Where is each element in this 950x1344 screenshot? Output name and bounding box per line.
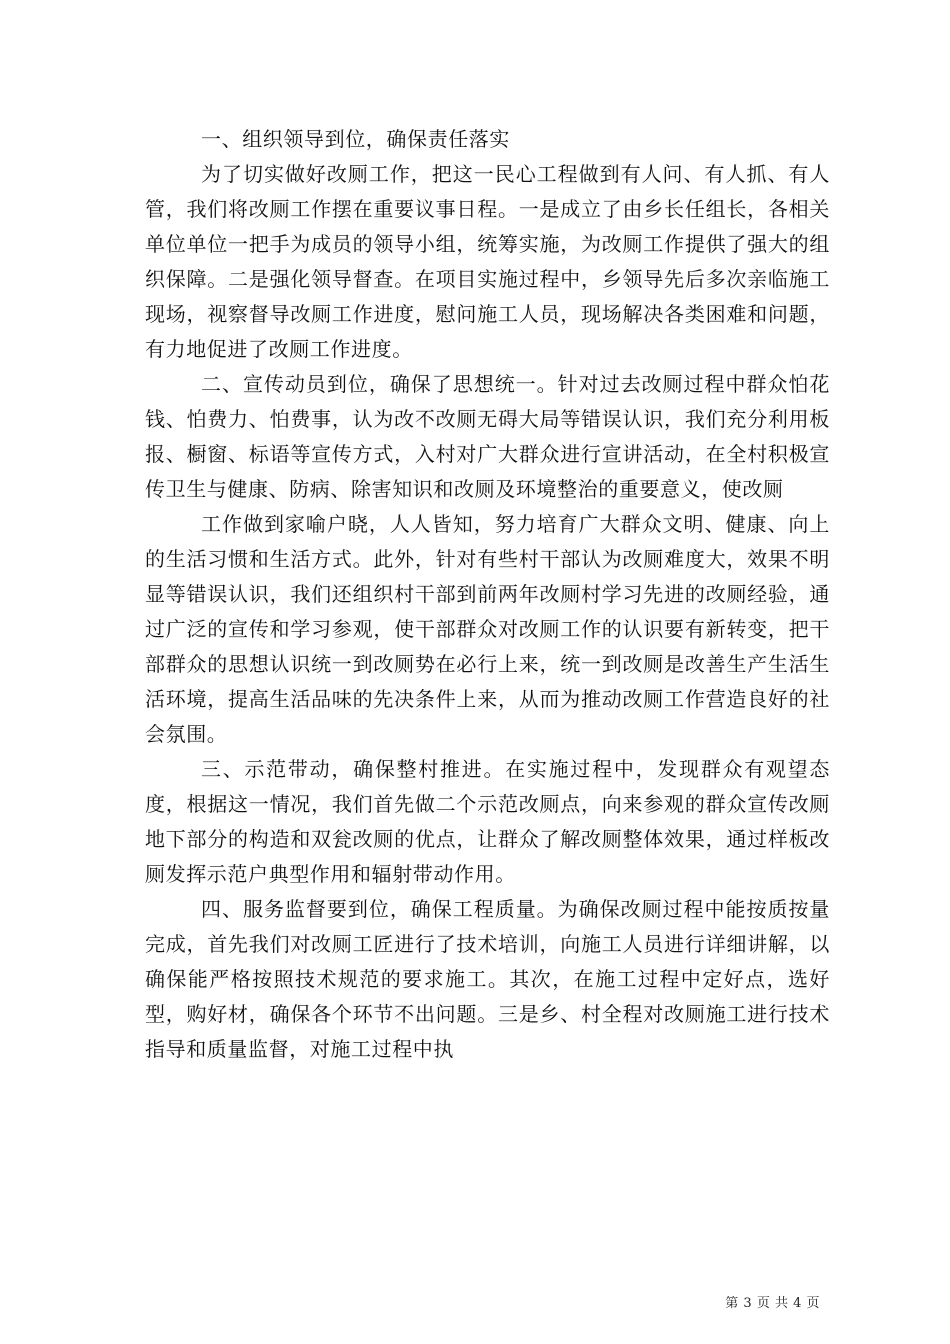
paragraph-supervision: 四、服务监督要到位，确保工程质量。为确保改厕过程中能按质按量完成，首先我们对改厕工匠进行了技术培训，向施工人员进行详细讲解，以确保能严格按照技术规范的要求施工。其次，在施工过程中定好点，选好型，购好材，确保各个环节不出问题。三是乡、村全程对改厕施工进行技术指导和质量监督，对施工过程中执 (145, 897, 830, 1061)
section-heading: 一、组织领导到位，确保责任落实 (201, 127, 510, 151)
document-body (145, 122, 830, 1067)
paragraph-publicity-continued: 工作做到家喻户晓，人人皆知，努力培育广大群众文明、健康、向上的生活习惯和生活方式。此外，针对有些村干部认为改厕难度大，效果不明显等错误认识，我们还组织村干部到前两年改厕村学习先进的改厕经验，通过广泛的宣传和学习参观，使干部群众对改厕工作的认识要有新转变，把干部群众的思想认识统一到改厕势在必行上来，统一到改厕是改善生产生活生活环境，提高生活品味的先决条件上来，从而为推动改厕工作营造良好的社会氛围。 (145, 512, 830, 746)
paragraph-organization: 为了切实做好改厕工作，把这一民心工程做到有人问、有人抓、有人管，我们将改厕工作摆在重要议事日程。一是成立了由乡长任组长，各相关单位单位一把手为成员的领导小组，统筹实施，为改厕工作提供了强大的组织保障。二是强化领导督查。在项目实施过程中，乡领导先后多次亲临施工现场，视察督导改厕工作进度，慰问施工人员，现场解决各类困难和问题，有力地促进了改厕工作进度。 (145, 162, 830, 361)
paragraph-demonstration: 三、示范带动，确保整村推进。在实施过程中，发现群众有观望态度，根据这一情况，我们首先做二个示范改厕点，向来参观的群众宣传改厕地下部分的构造和双瓮改厕的优点，让群众了解改厕整体效果，通过样板改厕发挥示范户典型作用和辐射带动作用。 (145, 757, 830, 886)
page-number (725, 1296, 820, 1312)
page-number-label: 第 3 页 共 4 页 (725, 1296, 820, 1311)
paragraph-publicity: 二、宣传动员到位，确保了思想统一。针对过去改厕过程中群众怕花钱、怕费力、怕费事，认为改不改厕无碍大局等错误认识，我们充分利用板报、橱窗、标语等宣传方式，入村对广大群众进行宣讲活动，在全村积极宣传卫生与健康、防病、除害知识和改厕及环境整治的重要意义，使改厕 (145, 372, 830, 501)
